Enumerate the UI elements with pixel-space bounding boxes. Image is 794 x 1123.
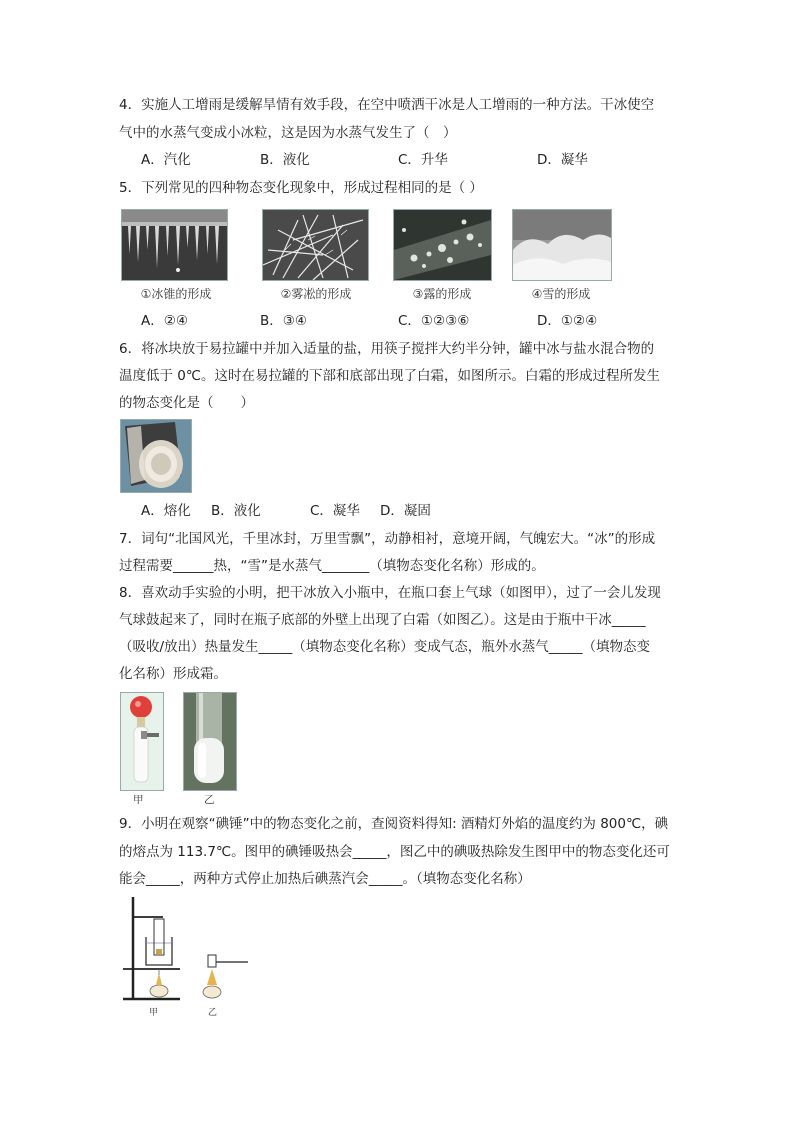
q5-option-a: A．②④	[141, 313, 188, 329]
q4-option-d: D．凝华	[537, 152, 588, 168]
q4-line-2: 气中的水蒸气变成小冰粒，这是因为水蒸气发生了（ ）	[119, 125, 457, 141]
caption-rime: ②雾凇的形成	[280, 287, 352, 301]
q6-line-3: 的物态变化是（ ）	[119, 395, 254, 411]
q4-option-c: C．升华	[398, 152, 448, 168]
iodine-hammer-apparatus-diagram	[118, 895, 253, 1003]
caption-jia-q9: 甲	[149, 1008, 159, 1018]
rime-photo	[262, 209, 369, 281]
caption-yi-q8: 乙	[204, 794, 215, 806]
balloon-bottle-photo	[120, 692, 164, 791]
q9-line-2: 的熔点为 113.7℃。图甲的碘锤吸热会_____，图乙中的碘吸热除发生图甲中的物态变化还可	[119, 844, 670, 860]
q5-option-c: C．①②③⑥	[398, 313, 470, 329]
caption-yi-q9: 乙	[208, 1008, 218, 1018]
q7-line-2: 过程需要______热，“雪”是水蒸气_______（填物态变化名称）形成的。	[119, 558, 545, 574]
q5-option-b: B．③④	[260, 313, 307, 329]
q4-option-a: A．汽化	[141, 152, 191, 168]
q8-line-4: 化名称）形成霜。	[119, 666, 227, 682]
q4-line-1: 4．实施人工增雨是缓解旱情有效手段，在空中喷洒干冰是人工增雨的一种方法。干冰使空	[119, 97, 655, 113]
q7-line-1: 7．词句“北国风光，千里冰封，万里雪飘”，动静相衬，意境开阔，气魄宏大。“冰”的形成	[119, 531, 656, 547]
q6-option-d: D．凝固	[380, 503, 431, 519]
q6-option-b: B．液化	[211, 503, 261, 519]
q6-option-c: C．凝华	[310, 503, 360, 519]
q6-option-a: A．熔化	[141, 503, 191, 519]
dew-photo	[393, 209, 492, 281]
q8-line-3: （吸收/放出）热量发生_____（填物态变化名称）变成气态，瓶外水蒸气_____（填物态变	[119, 639, 651, 655]
q9-line-3: 能会_____，两种方式停止加热后碘蒸汽会_____。（填物态变化名称）	[119, 871, 531, 887]
q8-line-2: 气球鼓起来了，同时在瓶子底部的外壁上出现了白霜（如图乙）。这是由于瓶中干冰_____	[119, 612, 646, 628]
caption-dew: ③露的形成	[412, 287, 472, 301]
caption-jia-q8: 甲	[133, 794, 144, 806]
caption-icicle: ①冰锥的形成	[140, 287, 212, 301]
q5-line-1: 5．下列常见的四种物态变化现象中，形成过程相同的是（ ）	[119, 180, 483, 196]
q6-line-2: 温度低于 0℃。这时在易拉罐的下部和底部出现了白霜，如图所示。白霜的形成过程所发生	[119, 368, 661, 384]
snow-photo	[512, 209, 612, 281]
icicle-photo	[121, 209, 228, 281]
can-frost-photo	[120, 419, 192, 493]
q8-line-1: 8．喜欢动手实验的小明，把干冰放入小瓶中，在瓶口套上气球（如图甲），过了一会儿发现	[119, 585, 661, 601]
q4-option-b: B．液化	[260, 152, 310, 168]
q5-option-d: D．①②④	[537, 313, 598, 329]
q6-line-1: 6．将冰块放于易拉罐中并加入适量的盐，用筷子搅拌大约半分钟，罐中冰与盐水混合物的	[119, 341, 655, 357]
caption-snow: ④雪的形成	[531, 287, 591, 301]
q9-line-1: 9．小明在观察“碘锤”中的物态变化之前，查阅资料得知: 酒精灯外焰的温度约为 800℃，碘	[119, 816, 669, 832]
frost-bottle-photo	[183, 692, 237, 791]
